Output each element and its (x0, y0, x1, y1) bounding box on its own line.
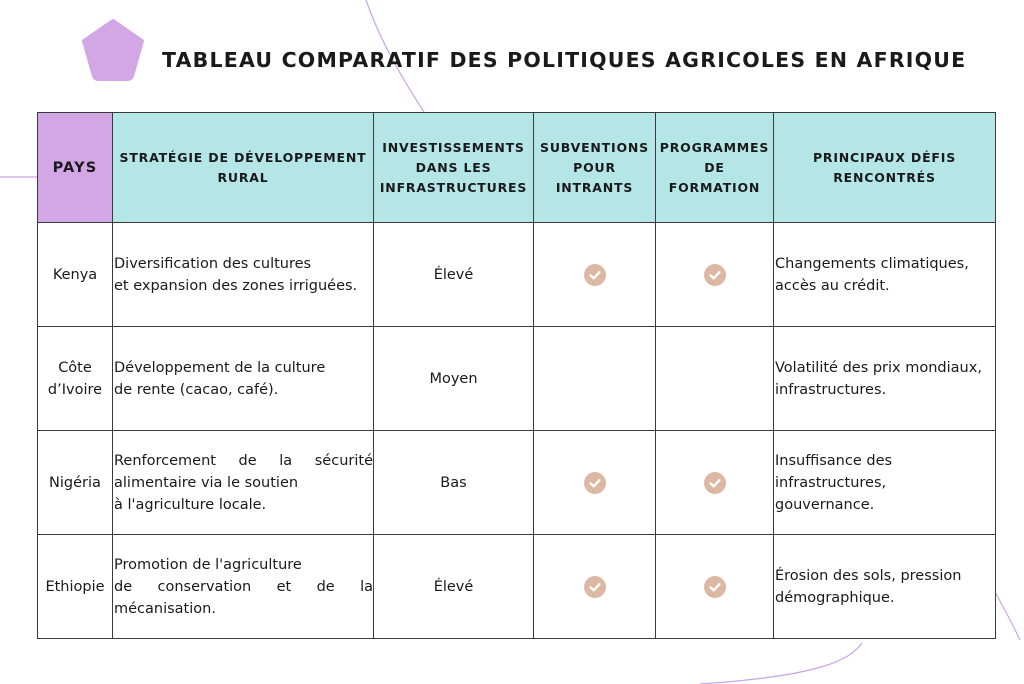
cell-formation (656, 431, 774, 535)
header-strategie: STRATÉGIE DE DÉVELOPPEMENT RURAL (113, 113, 374, 223)
check-circle-icon (584, 472, 606, 494)
cell-strategie: Diversification des cultures et expansion des zones irriguées. (113, 223, 374, 327)
cell-formation (656, 327, 774, 431)
table-row (38, 223, 996, 327)
cell-investissements: Bas (374, 431, 534, 535)
table-row (38, 327, 996, 431)
header-defis: PRINCIPAUX DÉFIS RENCONTRÉS (774, 113, 996, 223)
header-investissements: INVESTISSEMENTS DANS LES INFRASTRUCTURES (374, 113, 534, 223)
cell-investissements: Élevé (374, 535, 534, 639)
cell-strategie: Promotion de l'agriculture de conservation et de la mécanisation. (113, 535, 374, 639)
header-pays: PAYS (38, 113, 113, 223)
table-row (38, 535, 996, 639)
check-circle-icon (584, 264, 606, 286)
cell-strategie: Développement de la culture de rente (cacao, café). (113, 327, 374, 431)
cell-defis: Volatilité des prix mondiaux, infrastructures. (774, 327, 996, 431)
header-programmes: PROGRAMMES DE FORMATION (656, 113, 774, 223)
page-title: TABLEAU COMPARATIF DES POLITIQUES AGRICOLES EN AFRIQUE (162, 48, 967, 72)
header-subventions: SUBVENTIONS POUR INTRANTS (534, 113, 656, 223)
cell-pays: Ethiopie (38, 535, 113, 639)
cell-subventions (534, 223, 656, 327)
cell-defis: Insuffisance des infrastructures, gouvernance. (774, 431, 996, 535)
cell-formation (656, 535, 774, 639)
cell-defis: Changements climatiques, accès au crédit. (774, 223, 996, 327)
cell-formation (656, 223, 774, 327)
cell-subventions (534, 431, 656, 535)
cell-investissements: Élevé (374, 223, 534, 327)
check-circle-icon (704, 576, 726, 598)
cell-strategie: Renforcement de la sécurité alimentaire via le soutien à l'agriculture locale. (113, 431, 374, 535)
cell-defis: Érosion des sols, pression démographique. (774, 535, 996, 639)
table-header-row (38, 113, 996, 223)
table-row (38, 431, 996, 535)
check-circle-icon (584, 576, 606, 598)
cell-pays: Nigéria (38, 431, 113, 535)
cell-pays: Côte d’Ivoire (38, 327, 113, 431)
cell-subventions (534, 535, 656, 639)
cell-investissements: Moyen (374, 327, 534, 431)
check-circle-icon (704, 264, 726, 286)
pentagon-logo-icon (80, 18, 146, 82)
cell-subventions (534, 327, 656, 431)
comparison-table (37, 112, 996, 639)
check-circle-icon (704, 472, 726, 494)
cell-pays: Kenya (38, 223, 113, 327)
